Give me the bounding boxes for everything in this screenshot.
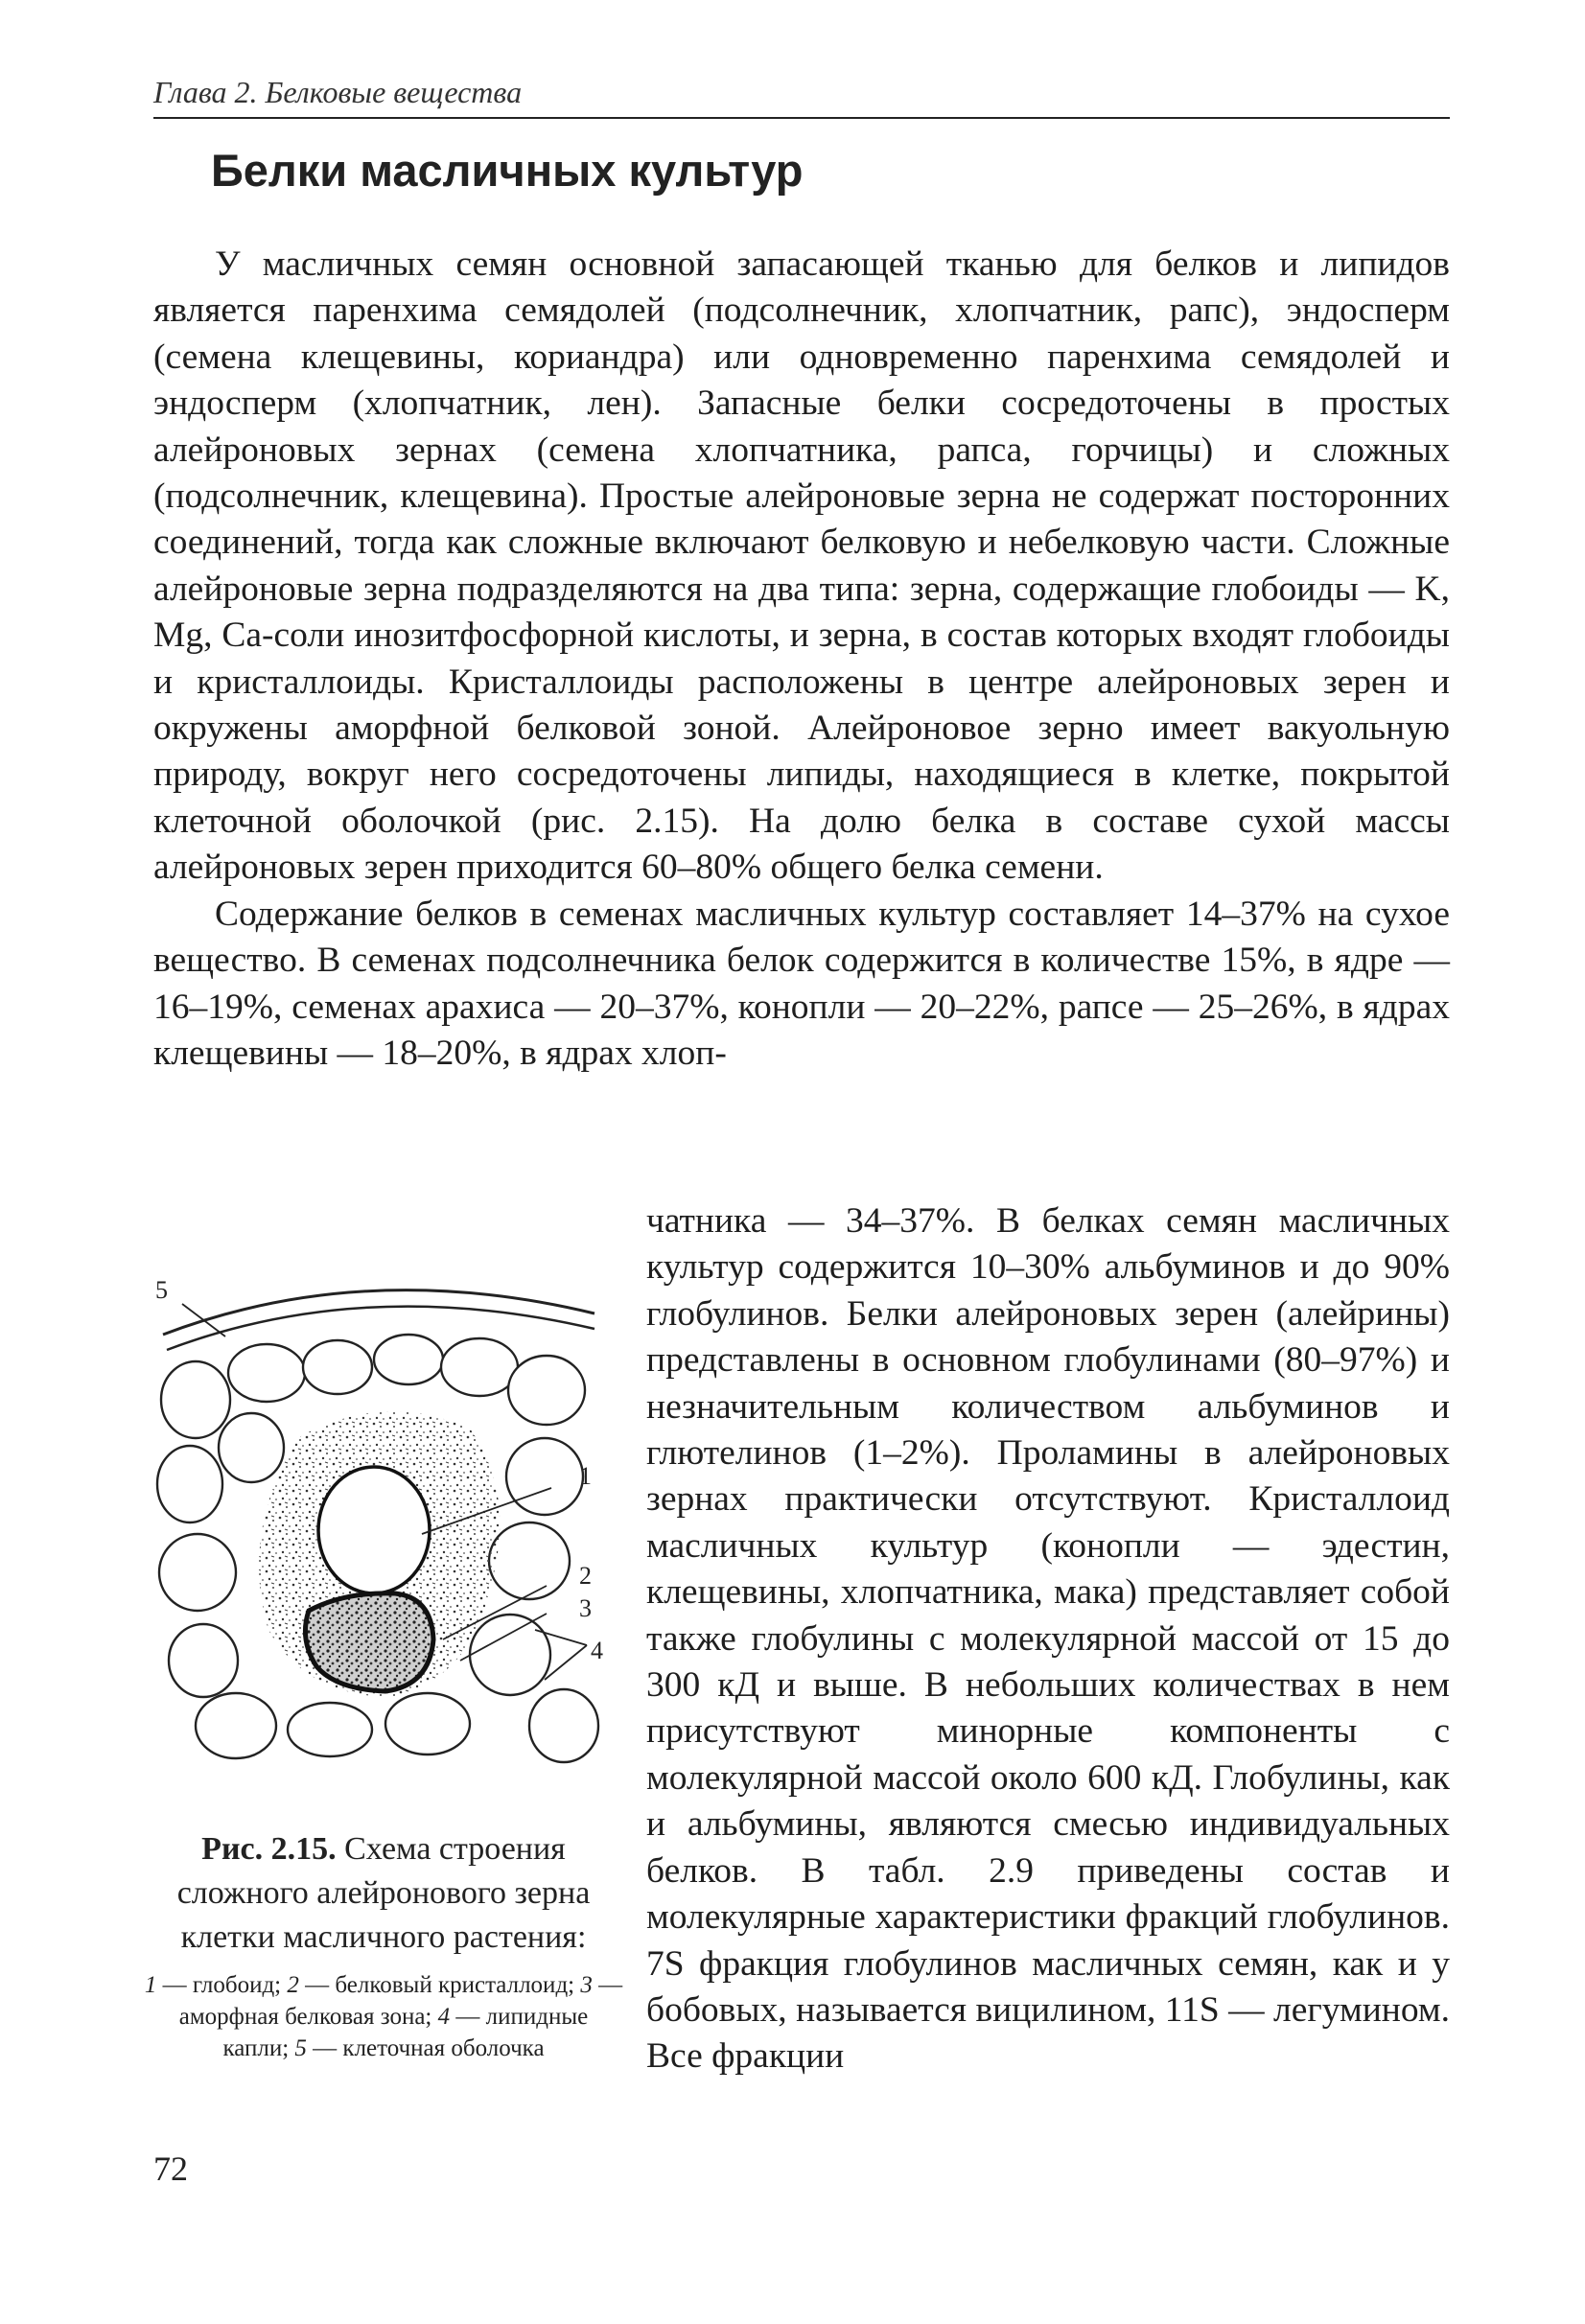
caption-title: Схема строения сложного алейронового зерна клетки масличного растения:	[176, 1831, 591, 1955]
legend-text-5: — клеточная оболочка	[313, 2035, 545, 2061]
aleurone-grain-diagram	[144, 1246, 623, 1802]
caption-figure-number: Рис. 2.15.	[201, 1831, 337, 1867]
figure-caption	[144, 1827, 623, 2064]
figure-label-2: 2	[579, 1562, 592, 1590]
figure-label-3: 3	[579, 1594, 592, 1622]
legend-text-3: — аморфная белковая зона;	[178, 1972, 623, 2030]
body-paragraph-1: У масличных семян основной запасающей тканью для белков и липидов является паренхима семядолей (подсолнечник, хлопчатник, рапс), эндосперм (семена клещевины, кориандра) или одновременно паренхима семядолей и эндосперм (хлопчатник, лен). Запасные белки сосредоточены в простых алейроновых зернах (семена хлопчатника, рапса, горчицы) и сложных (подсолнечник, клещевина). Простые алейроновые зерна не содержат посторонних соединений, тогда как сложные включают белковую и небелковую части. Сложные алейроновые зерна подразделяются на два типа: зерна, содержащие глобоиды — K, Mg, Ca-соли инозитфосфорной кислоты, и зерна, в состав которых входят глобоиды и кристаллоиды. Кристаллоиды расположены в центре алейроновых зерен и окружены аморфной белковой зоной. Алейроновое зерно имеет вакуольную природу, вокруг него сосредоточены липиды, находящиеся в клетке, покрытой клеточной оболочкой (рис. 2.15). На долю белка в составе сухой массы алейроновых зерен приходится 60–80% общего белка семени.	[153, 244, 1450, 888]
legend-num-1: 1	[144, 1972, 157, 1998]
legend-text-4: — липидные капли;	[222, 2004, 589, 2061]
caption-main	[144, 1827, 623, 1960]
figure-label-4: 4	[591, 1637, 603, 1664]
legend-num-3: 3	[580, 1972, 593, 1998]
caption-legend	[144, 1969, 623, 2064]
running-header: Глава 2. Белковые вещества	[153, 73, 1450, 119]
figure-aleurone-grain	[144, 1246, 623, 1802]
body-paragraph-2: Содержание белков в семенах масличных культур составляет 14–37% на сухое вещество. В семенах подсолнечника белок содержится в количестве 15%, в ядре — 16–19%, семенах арахиса — 20–37%, конопли — 20–22%, рапсе — 25–26%, в ядрах клещевины — 18–20%, в ядрах хлоп-	[153, 894, 1450, 1073]
figure-label-5: 5	[155, 1276, 168, 1304]
body-paragraph-2-continued: чатника — 34–37%. В белках семян масличных культур содержится 10–30% альбуминов и до 90% глобулинов. Белки алейроновых зерен (алейрины) представлены в основном глобулинами (80–97%) и незначительным количеством альбуминов и глютелинов (1–2%). Проламины в алейроновых зернах практически отсутствуют. Кристаллоид масличных культур (конопли — эдестин, клещевины, хлопчатника, мака) представляет собой также глобулины с молекулярной массой от 15 до 300 кД и выше. В небольших количествах в нем присутствуют минорные компоненты с молекулярной массой около 600 кД. Глобулины, как и альбумины, являются смесью индивидуальных белков. В табл. 2.9 приведены состав и молекулярные характеристики фракций глобулинов. 7S фракция глобулинов масличных семян, как и у бобовых, называется вицилином, 11S — легумином. Все фракции	[646, 1201, 1450, 2077]
section-title: Белки масличных культур	[211, 145, 804, 196]
legend-num-5: 5	[294, 2035, 307, 2061]
main-text-block	[153, 242, 1450, 1077]
figure-label-1: 1	[579, 1462, 592, 1490]
page-number: 72	[153, 2150, 188, 2188]
protein-crystalloid	[305, 1593, 433, 1691]
cell-wall	[163, 1290, 594, 1335]
legend-text-2: — белковый кристаллоид;	[305, 1972, 575, 1998]
globoid	[318, 1467, 430, 1593]
legend-num-4: 4	[437, 2004, 451, 2030]
legend-num-2: 2	[287, 1972, 299, 1998]
legend-text-1: — глобоид;	[162, 1972, 282, 1998]
side-text-block	[646, 1198, 1450, 2080]
